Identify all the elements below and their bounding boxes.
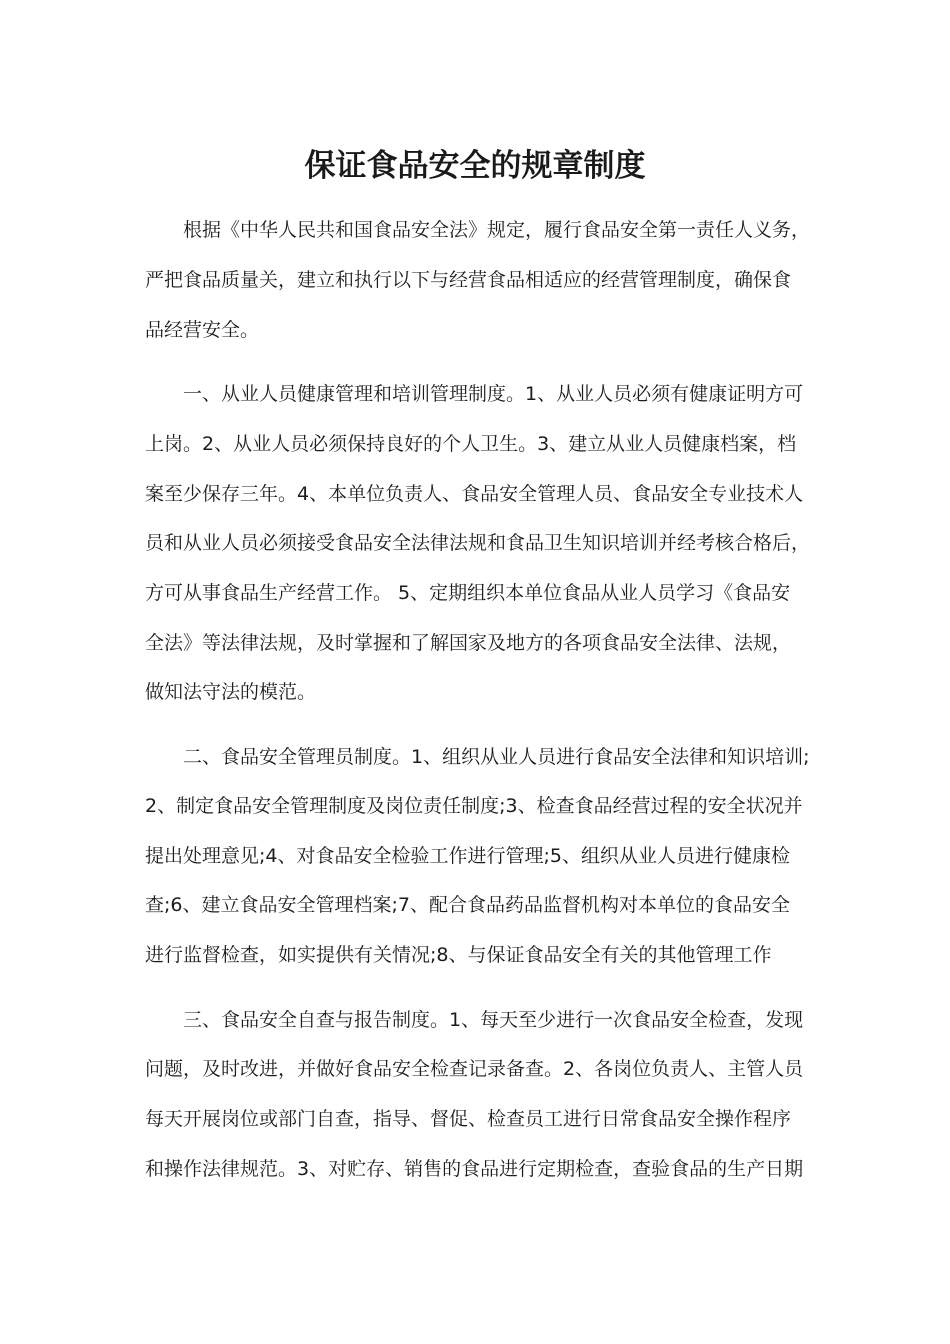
paragraph-4-line-3: 每天开展岗位或部门自查，指导、督促、检查员工进行日常食品安全操作程序: [145, 1108, 792, 1130]
paragraph-3-line-1: 二、食品安全管理员制度。1、组织从业人员进行食品安全法律和知识培训;: [183, 746, 810, 768]
paragraph-1-line-3: 品经营安全。: [145, 319, 260, 341]
paragraph-2-line-4: 员和从业人员必须接受食品安全法律法规和食品卫生知识培训并经考核合格后，: [145, 532, 811, 554]
paragraph-4-line-2: 问题，及时改进，并做好食品安全检查记录备查。2、各岗位负责人、主管人员: [145, 1058, 804, 1080]
paragraph-2-line-2: 上岗。2、从业人员必须保持良好的个人卫生。3、建立从业人员健康档案，档: [145, 433, 797, 455]
paragraph-3-line-3: 提出处理意见;4、对食品安全检验工作进行管理;5、组织从业人员进行健康检: [145, 845, 790, 867]
paragraph-2-line-7: 做知法守法的模范。: [145, 681, 317, 703]
paragraph-3-line-4: 查;6、建立食品安全管理档案;7、配合食品药品监督机构对本单位的食品安全: [145, 894, 790, 916]
paragraph-4-line-1: 三、食品安全自查与报告制度。1、每天至少进行一次食品安全检查，发现: [183, 1009, 804, 1031]
paragraph-2-line-3: 案至少保存三年。4、本单位负责人、食品安全管理人员、食品安全专业技术人: [145, 483, 804, 505]
paragraph-4-line-4: 和操作法律规范。3、对贮存、销售的食品进行定期检查，查验食品的生产日期: [145, 1158, 804, 1180]
paragraph-2-line-5: 方可从事食品生产经营工作。 5、定期组织本单位食品从业人员学习《食品安: [145, 582, 791, 604]
paragraph-1-line-1: 根据《中华人民共和国食品安全法》规定，履行食品安全第一责任人义务，: [183, 219, 811, 241]
document-title: 保证食品安全的规章制度: [304, 148, 646, 184]
paragraph-2-line-6: 全法》等法律法规，及时掌握和了解国家及地方的各项食品安全法律、法规，: [145, 632, 792, 654]
paragraph-1-line-2: 严把食品质量关，建立和执行以下与经营食品相适应的经营管理制度，确保食: [145, 269, 792, 291]
paragraph-2-line-1: 一、从业人员健康管理和培训管理制度。1、从业人员必须有健康证明方可: [183, 383, 804, 405]
paragraph-3-line-2: 2、制定食品安全管理制度及岗位责任制度;3、检查食品经营过程的安全状况并: [145, 795, 803, 817]
paragraph-3-line-5: 进行监督检查，如实提供有关情况;8、与保证食品安全有关的其他管理工作: [145, 944, 772, 966]
